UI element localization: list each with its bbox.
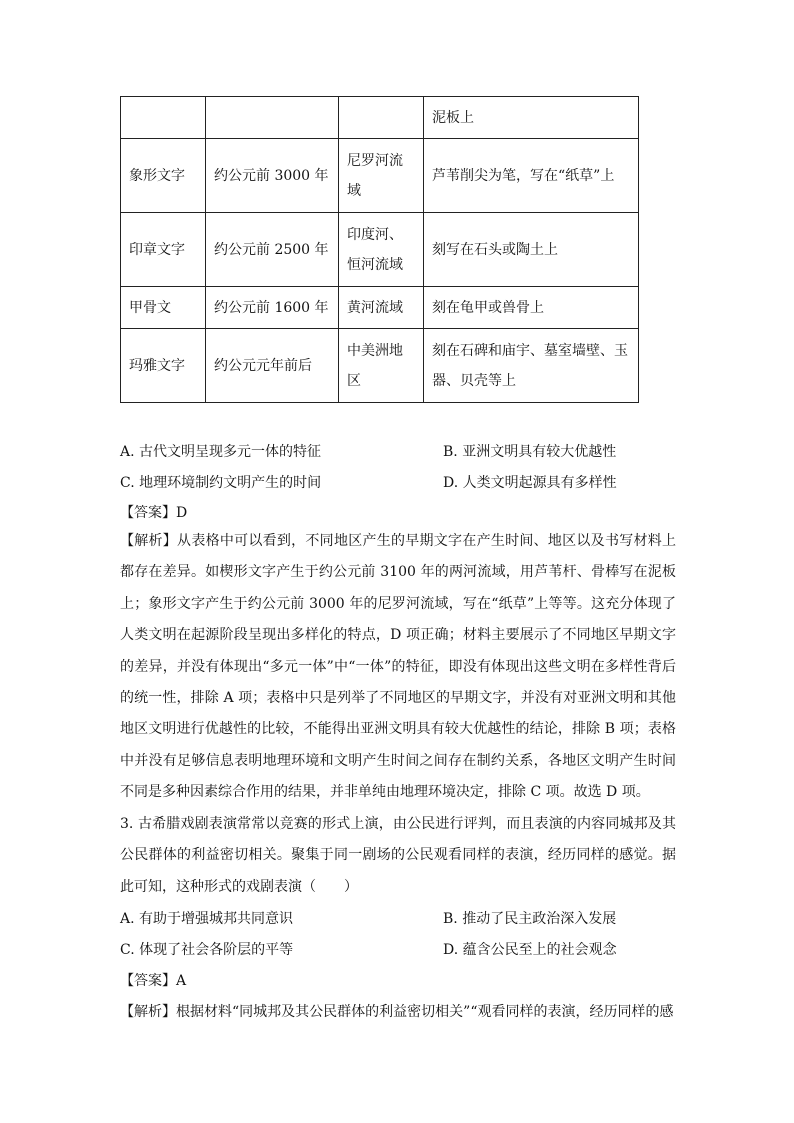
q2-option-a[interactable]: A. 古代文明呈现多元一体的特征 <box>120 444 322 460</box>
q3-option-c[interactable]: C. 体现了社会各阶层的平等 <box>120 942 294 958</box>
table-cell: 玛雅文字 <box>121 329 206 403</box>
table-cell <box>121 97 206 139</box>
q3-option-d[interactable]: D. 蕴含公民至上的社会观念 <box>443 942 617 958</box>
q2-analysis: 【解析】从表格中可以看到，不同地区产生的早期文字在产生时间、地区以及书写材料上都存在差异。如楔形文字产生于约公元前 3100 年的两河流域，用芦苇杆、骨棒写在泥板上；象形文字产生于约公元前 3000 年的尼罗河流域，写在“纸草”上等等。这充分体现了人类文明在起源阶段呈现出多样化的特点，D 项正确；材料主要展示了不同地区早期文字的差异，并没有体现出“多元一体”中“一体”的特征，即没有体现出这些文明在多样性背后的统一性，排除 A 项；表格中只是列举了不同地区的早期文字，并没有对亚洲文明和其他地区文明进行优越性的比较，不能得出亚洲文明具有较大优越性的结论，排除 B 项；表格中并没有足够信息表明地理环境和文明产生时间之间存在制约关系，各地区文明产生时间不同是多种因素综合作用的结果，并非单纯由地理环境决定，排除 C 项。故选 D 项。 <box>120 533 676 801</box>
table-cell: 甲骨文 <box>121 287 206 329</box>
table-cell: 芦苇削尖为笔，写在“纸草”上 <box>424 139 639 213</box>
q2-option-c[interactable]: C. 地理环境制约文明产生的时间 <box>120 475 322 491</box>
table-cell: 约公元前 2500 年 <box>206 213 339 287</box>
q3-option-a[interactable]: A. 有助于增强城邦共同意识 <box>120 911 294 927</box>
q3-answer: 【答案】A <box>120 973 187 989</box>
table-row <box>121 213 639 287</box>
q2-answer: 【答案】D <box>120 505 188 521</box>
table-cell: 约公元前 1600 年 <box>206 287 339 329</box>
table-row <box>121 329 639 403</box>
table-cell: 中美洲地区 <box>339 329 424 403</box>
table-cell: 尼罗河流域 <box>339 139 424 213</box>
q3-analysis: 【解析】根据材料“同城邦及其公民群体的利益密切相关”“观看同样的表演，经历同样的感 <box>120 1004 674 1020</box>
table-row <box>121 139 639 213</box>
q2-option-b[interactable]: B. 亚洲文明具有较大优越性 <box>443 444 617 460</box>
table-row <box>121 287 639 329</box>
table-cell: 约公元元年前后 <box>206 329 339 403</box>
table-cell: 印章文字 <box>121 213 206 287</box>
q2-option-d[interactable]: D. 人类文明起源具有多样性 <box>443 475 617 491</box>
table-cell <box>339 97 424 139</box>
table-cell: 象形文字 <box>121 139 206 213</box>
table-cell <box>206 97 339 139</box>
q3-option-b[interactable]: B. 推动了民主政治深入发展 <box>443 911 617 927</box>
table-cell: 约公元前 3000 年 <box>206 139 339 213</box>
q3-stem: 3. 古希腊戏剧表演常常以竞赛的形式上演，由公民进行评判，而且表演的内容同城邦及其公民群体的利益密切相关。聚集于同一剧场的公民观看同样的表演，经历同样的感觉。据此可知，这种形式的戏剧表演（ ） <box>120 816 676 895</box>
table-row <box>121 97 639 139</box>
table-cell: 刻在龟甲或兽骨上 <box>424 287 639 329</box>
table-cell: 刻在石碑和庙宇、墓室墙壁、玉器、贝壳等上 <box>424 329 639 403</box>
table-cell: 印度河、恒河流域 <box>339 213 424 287</box>
table-cell: 刻写在石头或陶土上 <box>424 213 639 287</box>
early-writing-table <box>120 96 639 403</box>
table-cell: 泥板上 <box>424 97 639 139</box>
table-cell: 黄河流域 <box>339 287 424 329</box>
